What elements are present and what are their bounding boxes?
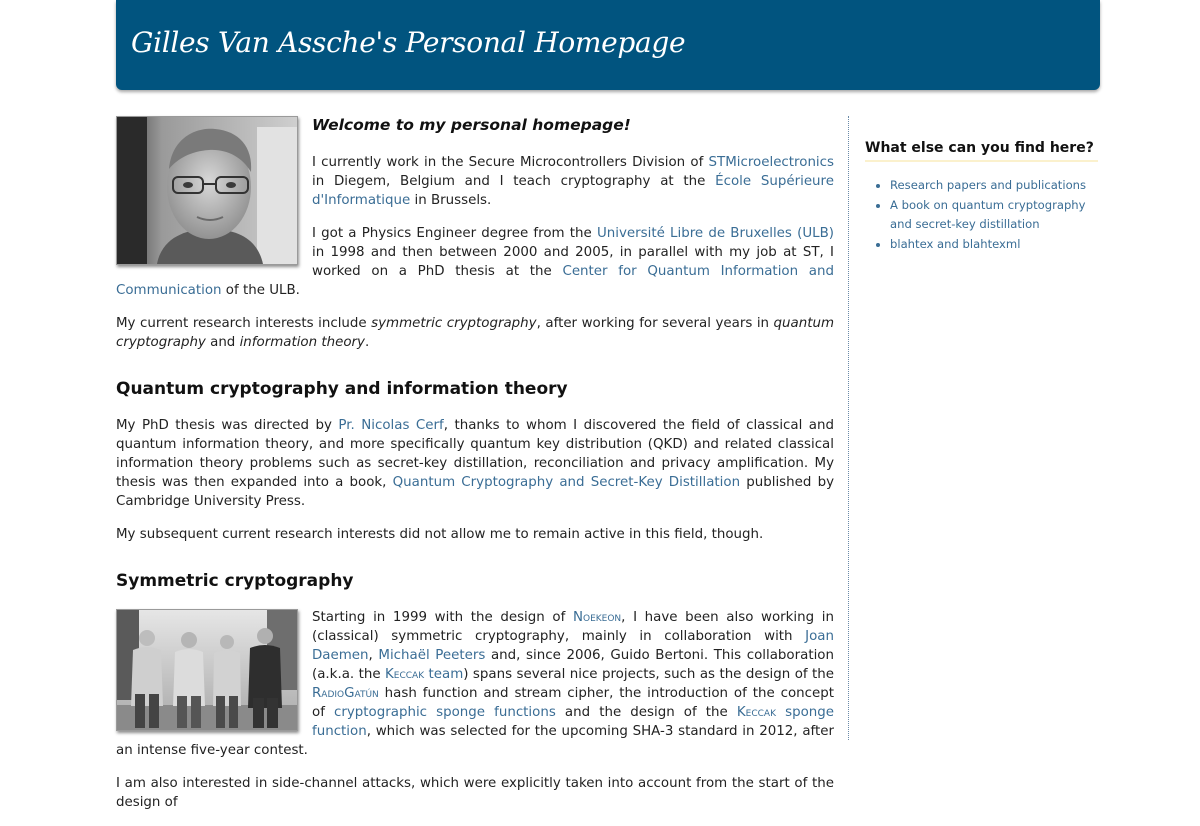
sidebar <box>865 140 1098 254</box>
link-text: Keccak <box>385 667 425 682</box>
text-span: and, since 2006, Guido Bertoni. This collaboration (a.k.a. the <box>312 648 834 682</box>
text-span: and <box>205 335 240 350</box>
michael-peeters-link[interactable]: Michaël Peeters <box>378 648 486 663</box>
welcome-heading: Welcome to my personal homepage! <box>312 116 631 134</box>
sidebar-item <box>890 176 1098 196</box>
sidebar-heading: What else can you find here? <box>865 140 1098 162</box>
text-span: hash function and stream cipher, the introduction of the concept of <box>312 686 834 720</box>
text-span: , which was selected for the upcoming SHA-3 standard in 2012, after an intense five-year contest. <box>116 724 834 758</box>
text-span: in 1998 and then between 2000 and 2005, in parallel with my job at ST, I worked on a PhD thesis at the <box>312 245 834 279</box>
text-span: in Brussels. <box>410 193 492 208</box>
text-span: ) spans several nice projects, such as the design of the <box>463 667 834 682</box>
cerf-link[interactable]: Pr. Nicolas Cerf <box>338 418 444 433</box>
symmetric-paragraph-2: I am also interested in side-channel attacks, which were explicitly taken into account from the start of the design of <box>116 776 834 810</box>
stmicroelectronics-link[interactable]: STMicroelectronics <box>708 155 834 170</box>
sponge-functions-link[interactable]: cryptographic sponge functions <box>334 705 556 720</box>
team-photo <box>116 609 298 731</box>
page-title: Gilles Van Assche's Personal Homepage <box>131 26 686 59</box>
text-span: . <box>364 335 370 350</box>
esi-link[interactable]: École Supérieure d'Informatique <box>312 174 834 208</box>
quantum-paragraph-1 <box>116 416 834 511</box>
text-span: , thanks to whom I discovered the field of classical and quantum information theory, and more specifically quantum key distribution (QKD) and related classical information theory problems such as secret-key distillation, reconciliation and privacy amplification. My thesis was then expanded into a book, <box>116 418 835 490</box>
link-text: Keccak <box>736 705 776 720</box>
text-span: I got a Physics Engineer degree from the <box>312 226 597 241</box>
link-text: sponge function <box>312 705 834 739</box>
sidebar-item <box>890 235 1098 255</box>
research-interests-paragraph <box>116 314 834 352</box>
book-quantum-link[interactable]: A book on quantum cryptography and secret-key distillation <box>890 197 1086 231</box>
book-link[interactable]: Quantum Cryptography and Secret-Key Distillation <box>392 475 741 490</box>
sidebar-item <box>890 196 1098 235</box>
link-text: team <box>424 667 464 682</box>
joan-daemen-link[interactable]: Joan Daemen <box>312 629 834 663</box>
symmetric-section-heading: Symmetric cryptography <box>116 571 354 591</box>
text-span: and the design of the <box>555 705 737 720</box>
page-header <box>116 0 1100 90</box>
emphasis: information theory <box>239 335 365 350</box>
radiogatun-link[interactable]: RadioGatún <box>312 686 379 701</box>
research-papers-link[interactable]: Research papers and publications <box>890 178 1087 192</box>
quic-link[interactable]: Center for Quantum Information and Communication <box>116 264 834 298</box>
text-span: , <box>368 648 379 663</box>
noekeon-link[interactable]: Noekeon <box>572 610 622 625</box>
quantum-paragraph-2: My subsequent current research interests did not allow me to remain active in this field, though. <box>116 527 764 542</box>
text-span: in Diegem, Belgium and I teach cryptography at the <box>312 174 716 189</box>
emphasis: quantum cryptography <box>116 316 835 350</box>
main-content <box>116 116 834 826</box>
text-span: published by Cambridge University Press. <box>116 475 834 509</box>
text-span: My PhD thesis was directed by <box>116 418 339 433</box>
portrait-photo <box>116 116 298 265</box>
column-divider <box>848 116 849 740</box>
emphasis: symmetric cryptography <box>371 316 537 331</box>
quantum-section-heading: Quantum cryptography and information theory <box>116 379 568 399</box>
keccak-team-link[interactable] <box>385 667 463 682</box>
text-span: I currently work in the Secure Microcontrollers Division of <box>312 155 709 170</box>
text-span: My current research interests include <box>116 316 372 331</box>
text-span: , I have been also working in (classical) symmetric cryptography, mainly in collaboration with <box>312 610 835 644</box>
ulb-link[interactable]: Université Libre de Bruxelles (ULB) <box>596 226 834 241</box>
text-span: Starting in 1999 with the design of <box>312 610 573 625</box>
text-span: of the ULB. <box>221 283 300 298</box>
sidebar-list <box>865 176 1098 254</box>
blahtex-link[interactable]: blahtex and blahtexml <box>890 236 1021 251</box>
text-span: , after working for several years in <box>536 316 774 331</box>
